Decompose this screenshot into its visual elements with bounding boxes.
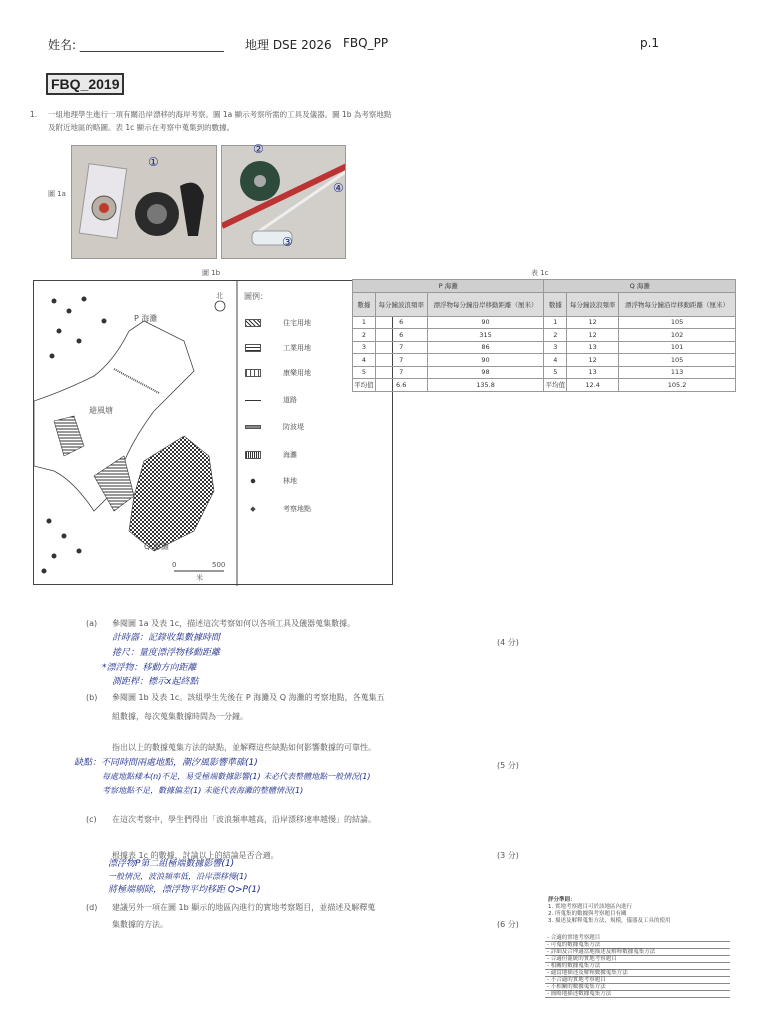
rubric-line: - 簡略地描述數據蒐集方法 [545,991,730,998]
legend-swatch-woodland [245,477,261,485]
legend-road [245,395,297,405]
map-scale-500: 500 [212,561,226,569]
cell: 1 [544,316,567,329]
cell: 13 [567,366,619,379]
cell: 86 [427,341,544,354]
cell: 6 [375,329,427,342]
legend-swatch-road [245,400,261,401]
part-c-marks: (3 分) [497,851,519,860]
part-a-marks: (4 分) [497,638,519,647]
cell: 98 [427,366,544,379]
cell: 平均值 [353,379,376,392]
question-number: 1. [30,110,38,119]
answer-a-line-4: 測距桿：標示x起終點 [112,677,199,687]
col-freq-p: 每分鐘波浪頻率 [375,292,427,316]
part-b-marks: (5 分) [497,761,519,770]
part-a-label: (a) [86,619,98,628]
col-freq-q: 每分鐘波浪頻率 [567,292,619,316]
legend-woodland [245,476,297,486]
cell: 6 [375,316,427,329]
part-a-text: 參閱圖 1a 及表 1c，描述這次考察如何以各項工具及儀器蒐集數據。 [112,619,356,628]
table-1c-label: 表 1c [531,269,549,277]
part-c-label: (c) [86,815,97,824]
rubric-line: - 詳細及合理適當地描述及解釋數據蒐集方法 [545,949,730,956]
cell: 7 [375,354,427,367]
legend-label-recreation: 康樂用地 [283,369,311,377]
table-q-title: Q 海灘 [544,280,736,293]
col-data-q: 數據 [544,292,567,316]
table-1c [352,279,736,392]
cell: 4 [544,354,567,367]
photo-tools-left [71,145,217,259]
answer-b-line-2: 每處地點樣本(n)不足，易受極端數據影響(1) 未必代表整體地點一般情況(1) [102,772,371,781]
name-field-label: 姓名: ________________________ [48,38,224,52]
rubric-line: - 不相關的數據蒐集方法 [545,984,730,991]
answer-c-line-1: 漂浮物P第二組極端數據影響(1) [108,859,235,869]
rubric-line: - 合適的實地考察題目 [545,935,730,942]
question-intro: 一組地理學生進行一項有關沿岸漂移的海岸考察。圖 1a 顯示考察所需的工具及儀器。圖 1b 為考察地點及附近地區的略圖。表 1c 顯示在考察中蒐集到的數據。 [48,110,392,132]
legend-industrial [245,343,311,353]
table-row-average [353,379,736,392]
cell: 4 [353,354,376,367]
marking-guide-title: 評分準則： [548,897,576,903]
map-north-arrow: 北 [216,292,223,300]
marking-guide-item: 2. 所蒐集的數據與考察題目有關 [548,911,627,917]
table-row [353,366,736,379]
map-scale-zero: 0 [172,561,177,569]
legend-swatch-industrial [245,344,261,352]
cell: 135.8 [427,379,544,392]
photo-mark-2: ② [253,142,264,156]
cell: 113 [619,366,736,379]
table-p-title: P 海灘 [353,280,544,293]
cell: 2 [544,329,567,342]
legend-label-beach: 海灘 [283,451,297,459]
paper-code: FBQ_PP [343,36,389,50]
legend-residential [245,318,311,328]
legend-recreation [245,368,311,378]
rubric-line: - 不合適的實地考察題目 [545,977,730,984]
legend-site [245,504,311,514]
figure-1b-label: 圖 1b [202,269,221,277]
legend-label-residential: 住宅用地 [283,319,311,327]
answer-b-line-3: 考察地點不足，數據偏差(1) 未能代表海灘的整體情況(1) [102,786,304,795]
legend-swatch-recreation [245,369,261,377]
cell: 105 [619,316,736,329]
marking-guide-item: 1. 實地考察題目可於該地區內進行 [548,904,632,910]
map-legend-title: 圖例： [244,292,268,301]
part-c-text-2: 根據表 1c 的數據，討論以上的結論是否合適。 [112,851,279,860]
part-b-text-1: 參閱圖 1b 及表 1c。該組學生先後在 P 海灘及 Q 海灘的考察地點，各蒐集五 [112,693,385,702]
cell: 101 [619,341,736,354]
col-data-p: 數據 [353,292,376,316]
figure-1a-label: 圖 1a [48,190,66,198]
rubric-line: - 可蒐的數據蒐集方法 [545,942,730,949]
cell: 6.6 [375,379,427,392]
map-p-beach: P 海灘 [134,314,158,323]
rubric-line: - 相關的數據蒐集方法 [545,963,730,970]
cell: 5 [353,366,376,379]
photo-mark-3: ③ [282,235,293,249]
legend-breakwater [245,422,304,432]
part-b-label: (b) [86,693,98,702]
cell: 2 [353,329,376,342]
rubric-line: - 適當地描述及解釋數據蒐集方法 [545,970,730,977]
map-drawing [34,281,394,586]
legend-swatch-breakwater [245,425,261,429]
photo-tools-left-image [72,146,217,259]
cell: 3 [544,341,567,354]
rubric-line: - 合適但籠統的實地考察題目 [545,956,730,963]
subject-label: 地理 DSE 2026 [245,38,332,52]
part-b-text-2: 組數據，每次蒐集數據時間為一分鐘。 [112,712,248,721]
marking-guide [548,897,671,925]
answer-c-line-3: 將極端剔除，漂浮物平均移距 Q>P(1) [108,885,261,895]
page-number: p.1 [640,36,660,50]
part-d-text-2: 集數據的方法。 [112,920,168,929]
map-q-beach: Q 海灘 [144,542,169,551]
cell: 12 [567,329,619,342]
cell: 13 [567,341,619,354]
cell: 7 [375,366,427,379]
table-row [353,341,736,354]
cell: 90 [427,354,544,367]
legend-swatch-site: ◆ [250,505,256,513]
part-d-label: (d) [86,903,98,912]
part-d-text-1: 建議另外一項在圖 1b 顯示的地區內進行的實地考察題目，並描述及解釋蒐 [112,903,376,912]
table-row [353,354,736,367]
marking-rubric [545,935,730,998]
map-scale-unit: 米 [196,574,203,582]
legend-label-industrial: 工業用地 [283,344,311,352]
map-typhoon-shelter: 避風塘 [89,406,113,415]
answer-a-line-2: 捲尺：量度漂浮物移動距離 [112,648,221,658]
legend-label-road: 道路 [283,396,297,404]
cell: 12 [567,354,619,367]
table-row [353,329,736,342]
part-c-text-1: 在這次考察中，學生們得出「波浪頻率越高，沿岸漂移速率越慢」的結論。 [112,815,376,824]
answer-a-line-1: 計時器：記錄收集數據時間 [112,633,221,643]
cell: 315 [427,329,544,342]
legend-label-woodland: 林地 [283,477,297,485]
answer-b-line-1: 缺點：不同時間兩處地點，潮汐風影響準確(1) [74,758,258,768]
col-dist-p: 漂浮物每分鐘沿岸移動距離（厘米） [427,292,544,316]
cell: 平均值 [544,379,567,392]
legend-label-breakwater: 防波堤 [283,423,304,431]
site-map [33,280,393,585]
cell: 5 [544,366,567,379]
cell: 90 [427,316,544,329]
cell: 12 [567,316,619,329]
answer-a-line-3: *漂浮物：移動方向距離 [102,663,197,673]
cell: 105.2 [619,379,736,392]
col-dist-q: 漂浮物每分鐘沿岸移動距離（厘米） [619,292,736,316]
cell: 7 [375,341,427,354]
part-d-marks: (6 分) [497,920,519,929]
cell: 12.4 [567,379,619,392]
legend-label-site: 考察地點 [283,505,311,513]
legend-swatch-beach [245,451,261,459]
answer-c-line-2: 一般情況，波浪頻率低，沿岸漂移慢(1) [108,872,248,881]
cell: 3 [353,341,376,354]
cell: 105 [619,354,736,367]
marking-guide-item: 3. 描述及解釋蒐集方法，規模，儀器及工具的使用 [548,918,671,924]
part-b-text-3: 指出以上的數據蒐集方法的缺點，並解釋這些缺點如何影響數據的可靠性。 [112,743,376,752]
cell: 102 [619,329,736,342]
photo-mark-4: ④ [333,181,344,195]
photo-mark-1: ① [148,155,159,169]
legend-beach [245,450,297,460]
cell: 1 [353,316,376,329]
legend-swatch-residential [245,319,261,327]
table-row [353,316,736,329]
page-title: FBQ_2019 [46,73,124,95]
